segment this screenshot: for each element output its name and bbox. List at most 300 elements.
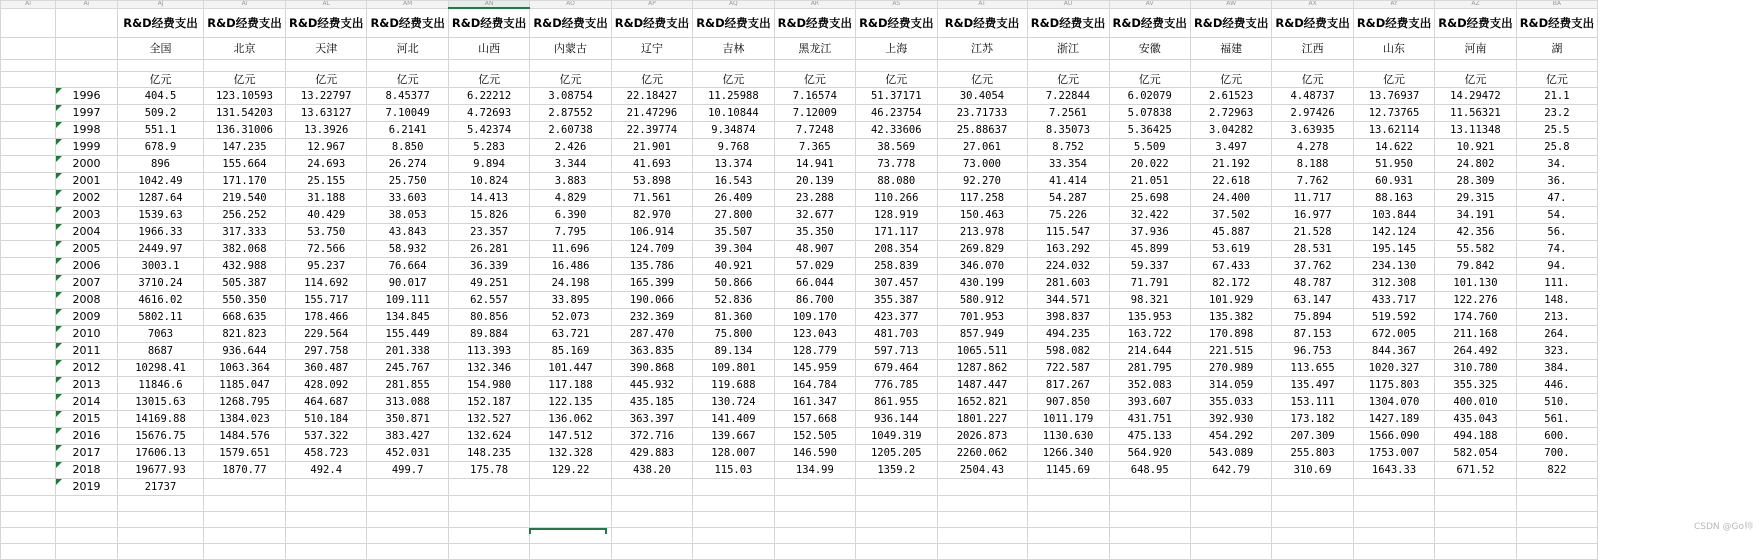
value-cell[interactable]: 15676.75 [118, 428, 204, 445]
value-cell[interactable]: 152.505 [774, 428, 855, 445]
value-cell[interactable]: 129.22 [530, 462, 611, 479]
value-cell[interactable]: 28.531 [1272, 241, 1353, 258]
value-cell[interactable]: 7.16574 [774, 88, 855, 105]
value-cell[interactable]: 33.603 [367, 190, 448, 207]
empty-cell[interactable] [1, 275, 56, 292]
unit-cell[interactable]: 亿元 [1190, 72, 1271, 88]
value-cell[interactable]: 21.1 [1516, 88, 1597, 105]
value-cell[interactable]: 245.767 [367, 360, 448, 377]
region-cell[interactable]: 浙江 [1027, 38, 1109, 60]
value-cell[interactable]: 23.71733 [937, 105, 1027, 122]
value-cell[interactable]: 26.274 [367, 156, 448, 173]
value-cell[interactable]: 71.561 [611, 190, 692, 207]
value-cell[interactable]: 597.713 [856, 343, 937, 360]
value-cell[interactable]: 363.835 [611, 343, 692, 360]
value-cell[interactable]: 844.367 [1353, 343, 1434, 360]
value-cell[interactable]: 13.63127 [286, 105, 367, 122]
value-cell[interactable]: 346.070 [937, 258, 1027, 275]
empty-cell[interactable] [1272, 496, 1353, 512]
value-cell[interactable]: 25.8 [1516, 139, 1597, 156]
value-cell[interactable]: 1266.340 [1027, 445, 1109, 462]
value-cell[interactable]: 3003.1 [118, 258, 204, 275]
empty-cell[interactable] [367, 496, 448, 512]
column-header-13[interactable]: AU [1027, 1, 1109, 9]
value-cell[interactable]: 510.184 [286, 411, 367, 428]
value-cell[interactable]: 195.145 [1353, 241, 1434, 258]
value-cell[interactable]: 135.786 [611, 258, 692, 275]
empty-cell[interactable] [118, 544, 204, 560]
value-cell[interactable]: 543.089 [1190, 445, 1271, 462]
value-cell[interactable]: 23.2 [1516, 105, 1597, 122]
empty-cell[interactable] [937, 60, 1027, 72]
value-cell[interactable]: 13.3926 [286, 122, 367, 139]
value-cell[interactable]: 1063.364 [204, 360, 286, 377]
value-cell[interactable]: 117.258 [937, 190, 1027, 207]
column-header-17[interactable]: AY [1353, 1, 1434, 9]
value-cell[interactable]: 23.357 [448, 224, 529, 241]
value-cell[interactable]: 25.698 [1109, 190, 1190, 207]
unit-cell[interactable]: 亿元 [774, 72, 855, 88]
value-cell[interactable]: 1753.007 [1353, 445, 1434, 462]
empty-cell[interactable] [56, 8, 118, 38]
empty-cell[interactable] [1, 156, 56, 173]
empty-cell[interactable] [1353, 544, 1434, 560]
region-cell[interactable]: 上海 [856, 38, 937, 60]
value-cell[interactable]: 175.78 [448, 462, 529, 479]
empty-cell[interactable] [1190, 528, 1271, 544]
value-cell[interactable]: 52.836 [693, 292, 774, 309]
value-cell[interactable]: 822 [1516, 462, 1597, 479]
value-cell[interactable]: 907.850 [1027, 394, 1109, 411]
value-cell[interactable]: 85.169 [530, 343, 611, 360]
empty-cell[interactable] [1, 122, 56, 139]
region-cell[interactable]: 河北 [367, 38, 448, 60]
value-cell[interactable]: 153.111 [1272, 394, 1353, 411]
value-cell[interactable]: 62.557 [448, 292, 529, 309]
empty-cell[interactable] [856, 512, 937, 528]
value-cell[interactable]: 146.590 [774, 445, 855, 462]
year-cell[interactable] [56, 258, 118, 275]
value-cell[interactable]: 21.051 [1109, 173, 1190, 190]
value-cell[interactable]: 111. [1516, 275, 1597, 292]
empty-cell[interactable] [774, 496, 855, 512]
value-cell[interactable]: 95.237 [286, 258, 367, 275]
value-cell[interactable]: 350.871 [367, 411, 448, 428]
value-cell[interactable]: 101.929 [1190, 292, 1271, 309]
empty-cell[interactable] [204, 496, 286, 512]
value-cell[interactable]: 36. [1516, 173, 1597, 190]
value-cell[interactable]: 89.134 [693, 343, 774, 360]
value-cell[interactable]: 1484.576 [204, 428, 286, 445]
year-cell[interactable] [56, 275, 118, 292]
value-cell[interactable]: 14.29472 [1435, 88, 1516, 105]
value-cell[interactable]: 14.941 [774, 156, 855, 173]
empty-cell[interactable] [1027, 512, 1109, 528]
value-cell[interactable]: 598.082 [1027, 343, 1109, 360]
value-cell[interactable]: 117.188 [530, 377, 611, 394]
value-cell[interactable]: 679.464 [856, 360, 937, 377]
value-cell[interactable]: 383.427 [367, 428, 448, 445]
value-cell[interactable] [448, 479, 529, 496]
rd-header-cell[interactable]: R&D经费支出 [448, 8, 529, 38]
value-cell[interactable]: 21.47296 [611, 105, 692, 122]
value-cell[interactable]: 510. [1516, 394, 1597, 411]
value-cell[interactable]: 42.33606 [856, 122, 937, 139]
value-cell[interactable] [1516, 479, 1597, 496]
empty-cell[interactable] [1027, 544, 1109, 560]
value-cell[interactable]: 142.124 [1353, 224, 1434, 241]
value-cell[interactable]: 75.894 [1272, 309, 1353, 326]
value-cell[interactable]: 58.932 [367, 241, 448, 258]
empty-cell[interactable] [774, 528, 855, 544]
value-cell[interactable]: 48.907 [774, 241, 855, 258]
value-cell[interactable]: 2504.43 [937, 462, 1027, 479]
value-cell[interactable]: 76.664 [367, 258, 448, 275]
rd-header-cell[interactable]: R&D经费支出 [367, 8, 448, 38]
value-cell[interactable]: 2.97426 [1272, 105, 1353, 122]
value-cell[interactable]: 22.39774 [611, 122, 692, 139]
region-cell[interactable]: 江苏 [937, 38, 1027, 60]
empty-cell[interactable] [1516, 544, 1597, 560]
value-cell[interactable]: 3.04282 [1190, 122, 1271, 139]
empty-cell[interactable] [56, 544, 118, 560]
year-cell[interactable] [56, 241, 118, 258]
empty-cell[interactable] [1, 512, 56, 528]
value-cell[interactable]: 499.7 [367, 462, 448, 479]
value-cell[interactable]: 171.170 [204, 173, 286, 190]
value-cell[interactable]: 678.9 [118, 139, 204, 156]
empty-cell[interactable] [1, 60, 56, 72]
unit-cell[interactable]: 亿元 [367, 72, 448, 88]
value-cell[interactable]: 45.899 [1109, 241, 1190, 258]
empty-cell[interactable] [118, 496, 204, 512]
value-cell[interactable]: 9.894 [448, 156, 529, 173]
value-cell[interactable]: 124.709 [611, 241, 692, 258]
value-cell[interactable]: 6.22212 [448, 88, 529, 105]
value-cell[interactable]: 207.309 [1272, 428, 1353, 445]
value-cell[interactable]: 2026.873 [937, 428, 1027, 445]
value-cell[interactable]: 17606.13 [118, 445, 204, 462]
value-cell[interactable]: 281.795 [1109, 360, 1190, 377]
empty-cell[interactable] [448, 528, 529, 544]
value-cell[interactable]: 5.283 [448, 139, 529, 156]
value-cell[interactable]: 1304.070 [1353, 394, 1434, 411]
value-cell[interactable]: 190.066 [611, 292, 692, 309]
value-cell[interactable]: 163.722 [1109, 326, 1190, 343]
value-cell[interactable]: 15.826 [448, 207, 529, 224]
value-cell[interactable]: 21737 [118, 479, 204, 496]
empty-cell[interactable] [1, 88, 56, 105]
empty-cell[interactable] [1190, 512, 1271, 528]
value-cell[interactable]: 1384.023 [204, 411, 286, 428]
empty-cell[interactable] [693, 528, 774, 544]
year-cell[interactable] [56, 343, 118, 360]
year-cell[interactable] [56, 479, 118, 496]
value-cell[interactable]: 50.866 [693, 275, 774, 292]
region-cell[interactable]: 福建 [1190, 38, 1271, 60]
value-cell[interactable]: 1427.189 [1353, 411, 1434, 428]
value-cell[interactable]: 24.400 [1190, 190, 1271, 207]
empty-cell[interactable] [611, 544, 692, 560]
year-cell[interactable] [56, 428, 118, 445]
value-cell[interactable]: 128.919 [856, 207, 937, 224]
empty-cell[interactable] [937, 544, 1027, 560]
value-cell[interactable]: 310.780 [1435, 360, 1516, 377]
empty-cell[interactable] [367, 60, 448, 72]
value-cell[interactable]: 109.170 [774, 309, 855, 326]
empty-cell[interactable] [1027, 528, 1109, 544]
value-cell[interactable]: 13.62114 [1353, 122, 1434, 139]
value-cell[interactable]: 132.346 [448, 360, 529, 377]
value-cell[interactable]: 115.03 [693, 462, 774, 479]
empty-cell[interactable] [693, 496, 774, 512]
value-cell[interactable]: 3710.24 [118, 275, 204, 292]
value-cell[interactable]: 582.054 [1435, 445, 1516, 462]
empty-cell[interactable] [1109, 512, 1190, 528]
year-cell[interactable] [56, 122, 118, 139]
year-cell[interactable] [56, 377, 118, 394]
value-cell[interactable]: 13.374 [693, 156, 774, 173]
value-cell[interactable]: 74. [1516, 241, 1597, 258]
empty-cell[interactable] [1435, 60, 1516, 72]
value-cell[interactable]: 139.667 [693, 428, 774, 445]
value-cell[interactable]: 53.619 [1190, 241, 1271, 258]
value-cell[interactable]: 1130.630 [1027, 428, 1109, 445]
empty-cell[interactable] [693, 512, 774, 528]
value-cell[interactable]: 1966.33 [118, 224, 204, 241]
empty-cell[interactable] [530, 496, 611, 512]
value-cell[interactable]: 115.547 [1027, 224, 1109, 241]
empty-cell[interactable] [1, 360, 56, 377]
value-cell[interactable] [530, 479, 611, 496]
value-cell[interactable]: 33.895 [530, 292, 611, 309]
empty-cell[interactable] [118, 512, 204, 528]
empty-cell[interactable] [1, 241, 56, 258]
value-cell[interactable] [693, 479, 774, 496]
value-cell[interactable]: 171.117 [856, 224, 937, 241]
value-cell[interactable]: 1287.64 [118, 190, 204, 207]
value-cell[interactable]: 7.10049 [367, 105, 448, 122]
column-header-18[interactable]: AZ [1435, 1, 1516, 9]
year-cell[interactable] [56, 173, 118, 190]
value-cell[interactable]: 297.758 [286, 343, 367, 360]
region-cell[interactable]: 黑龙江 [774, 38, 855, 60]
value-cell[interactable]: 454.292 [1190, 428, 1271, 445]
value-cell[interactable]: 147.512 [530, 428, 611, 445]
empty-cell[interactable] [693, 60, 774, 72]
empty-cell[interactable] [56, 72, 118, 88]
value-cell[interactable]: 2.60738 [530, 122, 611, 139]
empty-cell[interactable] [286, 544, 367, 560]
value-cell[interactable]: 475.133 [1109, 428, 1190, 445]
rd-header-cell[interactable]: R&D经费支出 [611, 8, 692, 38]
empty-cell[interactable] [856, 528, 937, 544]
value-cell[interactable]: 106.914 [611, 224, 692, 241]
value-cell[interactable]: 1020.327 [1353, 360, 1434, 377]
value-cell[interactable]: 29.315 [1435, 190, 1516, 207]
value-cell[interactable]: 505.387 [204, 275, 286, 292]
value-cell[interactable]: 317.333 [204, 224, 286, 241]
value-cell[interactable]: 7.365 [774, 139, 855, 156]
value-cell[interactable]: 404.5 [118, 88, 204, 105]
column-header-8[interactable]: AP [611, 1, 692, 9]
value-cell[interactable]: 55.582 [1435, 241, 1516, 258]
empty-cell[interactable] [774, 544, 855, 560]
rd-header-cell[interactable]: R&D经费支出 [856, 8, 937, 38]
value-cell[interactable]: 135.497 [1272, 377, 1353, 394]
value-cell[interactable]: 16.543 [693, 173, 774, 190]
rd-header-cell[interactable]: R&D经费支出 [774, 8, 855, 38]
value-cell[interactable]: 896 [118, 156, 204, 173]
value-cell[interactable]: 1487.447 [937, 377, 1027, 394]
value-cell[interactable]: 438.20 [611, 462, 692, 479]
value-cell[interactable]: 132.527 [448, 411, 529, 428]
value-cell[interactable]: 37.762 [1272, 258, 1353, 275]
rd-header-cell[interactable]: R&D经费支出 [204, 8, 286, 38]
value-cell[interactable]: 1801.227 [937, 411, 1027, 428]
value-cell[interactable]: 1359.2 [856, 462, 937, 479]
value-cell[interactable]: 20.139 [774, 173, 855, 190]
empty-cell[interactable] [611, 528, 692, 544]
value-cell[interactable]: 114.692 [286, 275, 367, 292]
value-cell[interactable]: 60.931 [1353, 173, 1434, 190]
value-cell[interactable]: 452.031 [367, 445, 448, 462]
rd-header-cell[interactable]: R&D经费支出 [693, 8, 774, 38]
empty-cell[interactable] [204, 512, 286, 528]
empty-cell[interactable] [1027, 496, 1109, 512]
column-header-6[interactable]: AN [448, 1, 529, 9]
unit-cell[interactable]: 亿元 [937, 72, 1027, 88]
value-cell[interactable]: 25.155 [286, 173, 367, 190]
value-cell[interactable]: 7.12009 [774, 105, 855, 122]
value-cell[interactable]: 119.688 [693, 377, 774, 394]
empty-cell[interactable] [1, 72, 56, 88]
value-cell[interactable]: 281.603 [1027, 275, 1109, 292]
rd-header-cell[interactable]: R&D经费支出 [1272, 8, 1353, 38]
value-cell[interactable]: 1205.205 [856, 445, 937, 462]
empty-cell[interactable] [1, 411, 56, 428]
unit-cell[interactable]: 亿元 [1109, 72, 1190, 88]
value-cell[interactable]: 82.172 [1190, 275, 1271, 292]
empty-cell[interactable] [1109, 544, 1190, 560]
value-cell[interactable]: 27.061 [937, 139, 1027, 156]
value-cell[interactable]: 94. [1516, 258, 1597, 275]
value-cell[interactable]: 11.696 [530, 241, 611, 258]
empty-cell[interactable] [118, 60, 204, 72]
value-cell[interactable]: 8.35073 [1027, 122, 1109, 139]
unit-cell[interactable]: 亿元 [856, 72, 937, 88]
value-cell[interactable]: 131.54203 [204, 105, 286, 122]
value-cell[interactable]: 21.901 [611, 139, 692, 156]
empty-cell[interactable] [1435, 528, 1516, 544]
empty-cell[interactable] [530, 544, 611, 560]
value-cell[interactable]: 312.308 [1353, 275, 1434, 292]
rd-header-cell[interactable]: R&D经费支出 [1027, 8, 1109, 38]
value-cell[interactable]: 24.693 [286, 156, 367, 173]
empty-cell[interactable] [1272, 60, 1353, 72]
value-cell[interactable]: 310.69 [1272, 462, 1353, 479]
empty-cell[interactable] [367, 512, 448, 528]
value-cell[interactable]: 34. [1516, 156, 1597, 173]
value-cell[interactable]: 11846.6 [118, 377, 204, 394]
value-cell[interactable]: 264. [1516, 326, 1597, 343]
value-cell[interactable]: 314.059 [1190, 377, 1271, 394]
value-cell[interactable]: 38.053 [367, 207, 448, 224]
value-cell[interactable]: 26.409 [693, 190, 774, 207]
empty-cell[interactable] [1, 173, 56, 190]
value-cell[interactable]: 537.322 [286, 428, 367, 445]
value-cell[interactable]: 10.824 [448, 173, 529, 190]
column-header-3[interactable]: Al [204, 1, 286, 9]
value-cell[interactable]: 1185.047 [204, 377, 286, 394]
empty-cell[interactable] [1, 343, 56, 360]
empty-cell[interactable] [1, 326, 56, 343]
value-cell[interactable]: 41.693 [611, 156, 692, 173]
year-cell[interactable] [56, 411, 118, 428]
value-cell[interactable]: 7.2561 [1027, 105, 1109, 122]
value-cell[interactable]: 429.883 [611, 445, 692, 462]
value-cell[interactable]: 30.4054 [937, 88, 1027, 105]
rd-header-cell[interactable]: R&D经费支出 [286, 8, 367, 38]
value-cell[interactable]: 157.668 [774, 411, 855, 428]
empty-cell[interactable] [856, 60, 937, 72]
value-cell[interactable]: 355.387 [856, 292, 937, 309]
empty-cell[interactable] [611, 60, 692, 72]
value-cell[interactable]: 435.185 [611, 394, 692, 411]
empty-cell[interactable] [1190, 60, 1271, 72]
value-cell[interactable]: 20.022 [1109, 156, 1190, 173]
value-cell[interactable]: 857.949 [937, 326, 1027, 343]
value-cell[interactable]: 1011.179 [1027, 411, 1109, 428]
value-cell[interactable]: 25.5 [1516, 122, 1597, 139]
value-cell[interactable]: 428.092 [286, 377, 367, 394]
value-cell[interactable]: 551.1 [118, 122, 204, 139]
value-cell[interactable]: 86.700 [774, 292, 855, 309]
column-header-4[interactable]: AL [286, 1, 367, 9]
value-cell[interactable]: 372.716 [611, 428, 692, 445]
value-cell[interactable]: 43.843 [367, 224, 448, 241]
value-cell[interactable]: 28.309 [1435, 173, 1516, 190]
empty-cell[interactable] [937, 512, 1027, 528]
empty-cell[interactable] [56, 512, 118, 528]
column-header-11[interactable]: AS [856, 1, 937, 9]
value-cell[interactable]: 519.592 [1353, 309, 1434, 326]
empty-cell[interactable] [1, 190, 56, 207]
value-cell[interactable]: 821.823 [204, 326, 286, 343]
empty-cell[interactable] [693, 544, 774, 560]
value-cell[interactable]: 37.502 [1190, 207, 1271, 224]
value-cell[interactable]: 208.354 [856, 241, 937, 258]
value-cell[interactable]: 52.073 [530, 309, 611, 326]
value-cell[interactable]: 16.977 [1272, 207, 1353, 224]
value-cell[interactable]: 509.2 [118, 105, 204, 122]
empty-cell[interactable] [1, 8, 56, 38]
value-cell[interactable]: 14.413 [448, 190, 529, 207]
empty-cell[interactable] [1272, 512, 1353, 528]
value-cell[interactable]: 323. [1516, 343, 1597, 360]
region-cell[interactable]: 北京 [204, 38, 286, 60]
value-cell[interactable]: 42.356 [1435, 224, 1516, 241]
column-header-5[interactable]: AM [367, 1, 448, 9]
year-cell[interactable] [56, 445, 118, 462]
value-cell[interactable]: 464.687 [286, 394, 367, 411]
value-cell[interactable]: 16.486 [530, 258, 611, 275]
value-cell[interactable]: 87.153 [1272, 326, 1353, 343]
value-cell[interactable]: 1145.69 [1027, 462, 1109, 479]
value-cell[interactable]: 1065.511 [937, 343, 1027, 360]
value-cell[interactable]: 12.967 [286, 139, 367, 156]
value-cell[interactable]: 211.168 [1435, 326, 1516, 343]
